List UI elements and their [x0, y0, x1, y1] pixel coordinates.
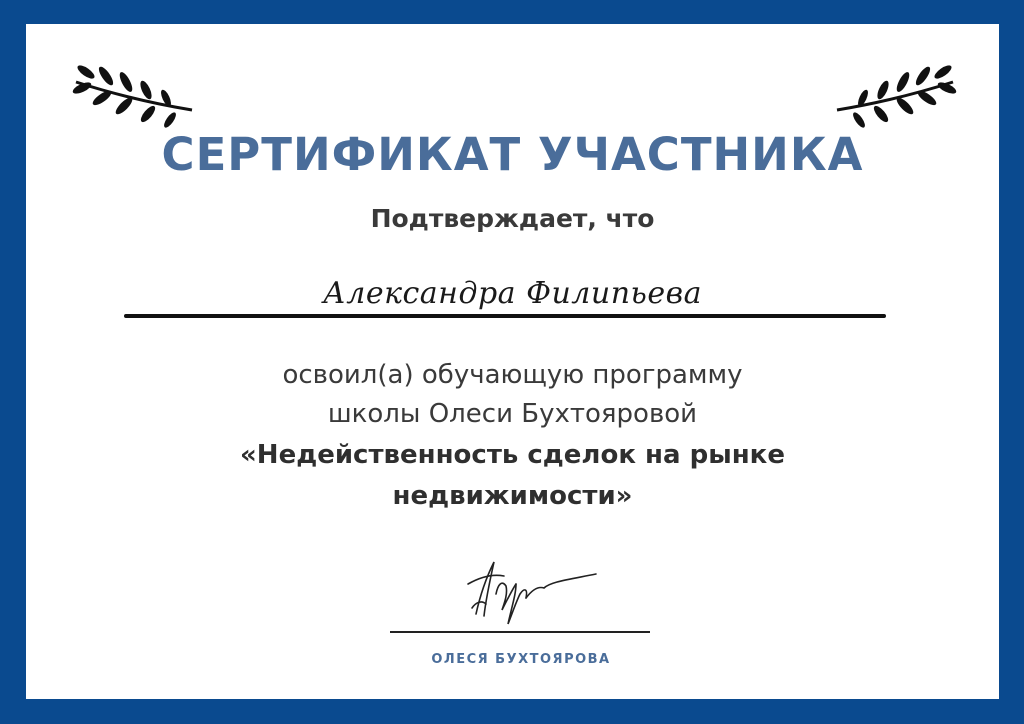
laurel-right-icon [833, 60, 957, 130]
body-line-1: освоил(а) обучающую программу [282, 360, 743, 390]
program-title-line-2: недвижимости» [392, 481, 633, 511]
signature-icon [446, 554, 606, 634]
program-title-line-1: «Недейственность сделок на рынке [240, 440, 785, 470]
confirms-text: Подтверждает, что [370, 204, 655, 233]
laurel-left-icon [72, 60, 196, 130]
recipient-name: Александра Филипьева [323, 276, 702, 311]
body-line-2: школы Олеси Бухтояровой [327, 399, 698, 429]
certificate-page [26, 24, 999, 699]
signature-line [390, 631, 650, 633]
signer-name: ОЛЕСЯ БУХТОЯРОВА [431, 652, 611, 667]
certificate-title: СЕРТИФИКАТ УЧАСТНИКА [161, 128, 864, 181]
name-underline [124, 314, 886, 318]
